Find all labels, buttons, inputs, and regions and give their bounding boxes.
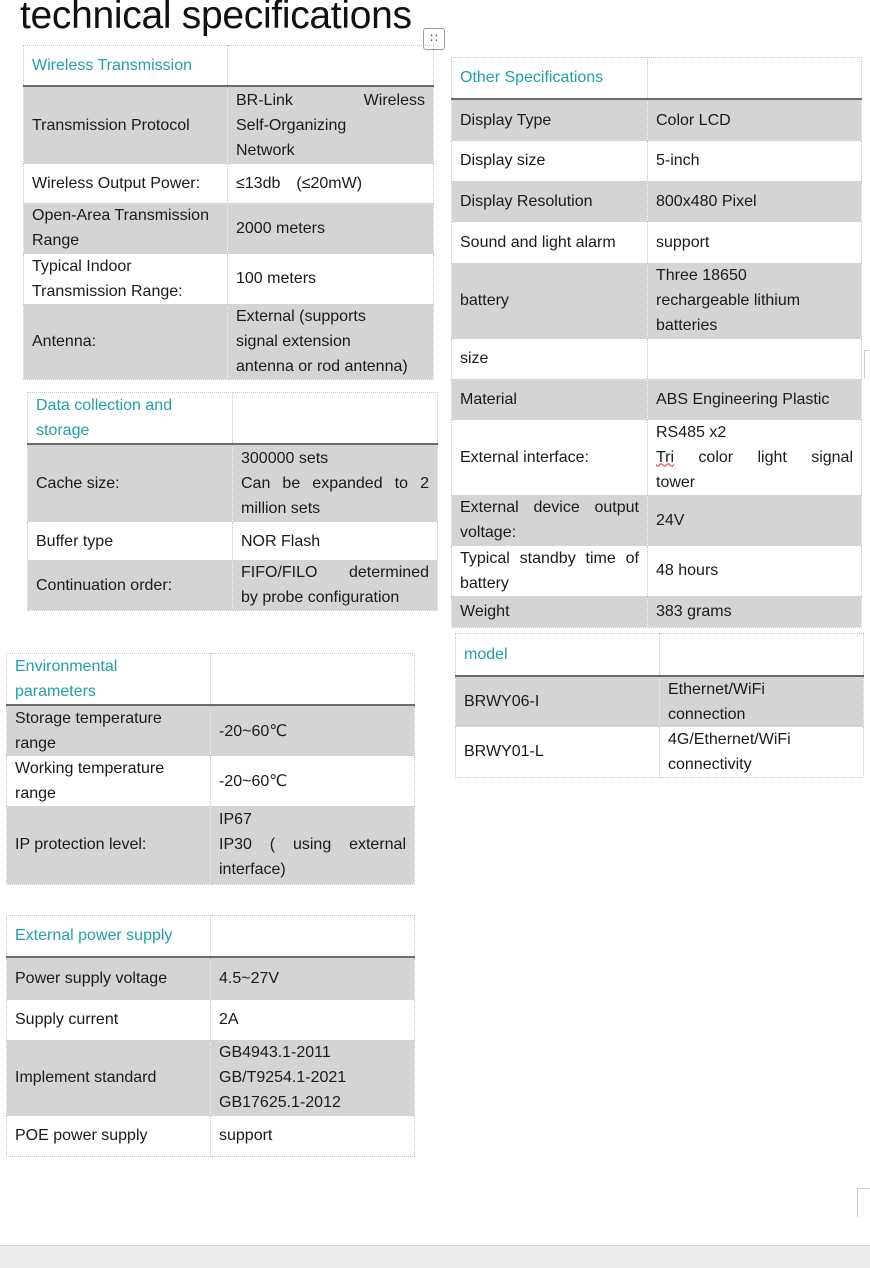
row-label: Material	[452, 379, 648, 420]
table-row	[452, 99, 862, 141]
wireless-transmission-table	[23, 45, 434, 380]
table-row	[452, 379, 862, 420]
row-label: Open-Area Transmission Range	[24, 203, 228, 254]
table-row	[452, 339, 862, 379]
row-label: POE power supply	[7, 1116, 211, 1157]
table-row	[7, 1000, 415, 1040]
row-label: Working temperature range	[7, 756, 211, 806]
row-value: FIFO/FILO determined by probe configuration	[233, 560, 438, 611]
row-label: Supply current	[7, 1000, 211, 1040]
row-value: Color LCD	[648, 99, 862, 141]
table-row	[7, 1116, 415, 1157]
other-specifications-table	[451, 57, 862, 628]
table-row	[24, 254, 434, 304]
row-value: Ethernet/WiFi connection	[660, 676, 864, 727]
row-label: battery	[452, 263, 648, 339]
row-value: 2000 meters	[228, 203, 434, 254]
row-label: Implement standard	[7, 1040, 211, 1116]
table-row	[456, 727, 864, 778]
row-label: Buffer type	[28, 522, 233, 560]
row-value: 48 hours	[648, 546, 862, 596]
table-row	[7, 1040, 415, 1116]
row-value: IP67 IP30 ( using external interface)	[211, 806, 415, 884]
row-label: External device output voltage:	[452, 495, 648, 546]
row-value: 100 meters	[228, 254, 434, 304]
model-table	[455, 633, 864, 778]
section-title: Data collection and storage	[28, 393, 233, 445]
table-row	[7, 806, 415, 884]
row-value: ≤13db (≤20mW)	[228, 164, 434, 203]
table-header-row	[452, 58, 862, 99]
table-row	[452, 495, 862, 546]
table-header-row	[456, 634, 864, 676]
table-row	[452, 141, 862, 181]
row-value: -20~60℃	[211, 756, 415, 806]
row-value: ABS Engineering Plastic	[648, 379, 862, 420]
row-label: Weight	[452, 596, 648, 628]
row-label: Transmission Protocol	[24, 86, 228, 164]
row-value: BR-Link Wireless Self-Organizing Network	[228, 86, 434, 164]
table-edge-marker	[864, 350, 870, 379]
section-title: External power supply	[7, 916, 211, 957]
table-header-row	[7, 916, 415, 957]
row-label: Display Type	[452, 99, 648, 141]
row-label: Power supply voltage	[7, 957, 211, 1000]
section-title: Environmental parameters	[7, 654, 211, 706]
spellcheck-flag: Tri	[656, 448, 675, 466]
row-label: Wireless Output Power:	[24, 164, 228, 203]
row-value: RS485 x2 Tri color light signal tower	[648, 420, 862, 495]
table-row	[7, 756, 415, 806]
row-label: size	[452, 339, 648, 379]
table-row	[24, 164, 434, 203]
row-label: IP protection level:	[7, 806, 211, 884]
row-label: Storage temperature range	[7, 705, 211, 756]
row-value: -20~60℃	[211, 705, 415, 756]
table-header-row	[24, 46, 434, 86]
environmental-parameters-table	[6, 653, 415, 885]
table-row	[28, 560, 438, 611]
row-value: 5-inch	[648, 141, 862, 181]
table-row	[7, 957, 415, 1000]
row-label: Typical standby time of battery	[452, 546, 648, 596]
row-value: Three 18650 rechargeable lithium batteries	[648, 263, 862, 339]
external-power-supply-table	[6, 915, 415, 1157]
page-title: technical specifications	[20, 0, 412, 37]
table-row	[24, 304, 434, 380]
row-value: support	[648, 222, 862, 263]
section-title: model	[456, 634, 660, 676]
section-title: Wireless Transmission	[24, 46, 228, 86]
row-label: BRWY06-I	[456, 676, 660, 727]
row-value: support	[211, 1116, 415, 1157]
row-value: 24V	[648, 495, 862, 546]
row-value: 300000 sets Can be expanded to 2 million sets	[233, 444, 438, 522]
move-handle-icon[interactable]: ∷	[423, 28, 445, 50]
table-row	[452, 181, 862, 222]
row-label: External interface:	[452, 420, 648, 495]
row-label: Display size	[452, 141, 648, 181]
row-label: Antenna:	[24, 304, 228, 380]
page-corner-marker	[857, 1188, 870, 1217]
table-row	[452, 263, 862, 339]
data-storage-table	[27, 392, 438, 611]
table-row	[24, 203, 434, 254]
row-label: Cache size:	[28, 444, 233, 522]
row-value: 4.5~27V	[211, 957, 415, 1000]
table-row	[452, 420, 862, 495]
row-value: GB4943.1-2011 GB/T9254.1-2021 GB17625.1-2012	[211, 1040, 415, 1116]
row-value: 2A	[211, 1000, 415, 1040]
section-title: Other Specifications	[452, 58, 648, 99]
bottom-scroll-bar[interactable]	[0, 1245, 870, 1268]
table-row	[7, 705, 415, 756]
table-row	[24, 86, 434, 164]
row-label: Continuation order:	[28, 560, 233, 611]
table-row	[28, 444, 438, 522]
row-value: 800x480 Pixel	[648, 181, 862, 222]
row-value: 383 grams	[648, 596, 862, 628]
row-value: NOR Flash	[233, 522, 438, 560]
row-value	[648, 339, 862, 379]
row-label: Display Resolution	[452, 181, 648, 222]
table-header-row	[28, 393, 438, 445]
table-row	[452, 546, 862, 596]
table-header-row	[7, 654, 415, 706]
row-label: Sound and light alarm	[452, 222, 648, 263]
table-row	[452, 596, 862, 628]
row-value: 4G/Ethernet/WiFi connectivity	[660, 727, 864, 778]
table-row	[456, 676, 864, 727]
row-value: External (supports signal extension antenna or rod antenna)	[228, 304, 434, 380]
row-label: BRWY01-L	[456, 727, 660, 778]
row-label: Typical Indoor Transmission Range:	[24, 254, 228, 304]
table-row	[452, 222, 862, 263]
table-row	[28, 522, 438, 560]
